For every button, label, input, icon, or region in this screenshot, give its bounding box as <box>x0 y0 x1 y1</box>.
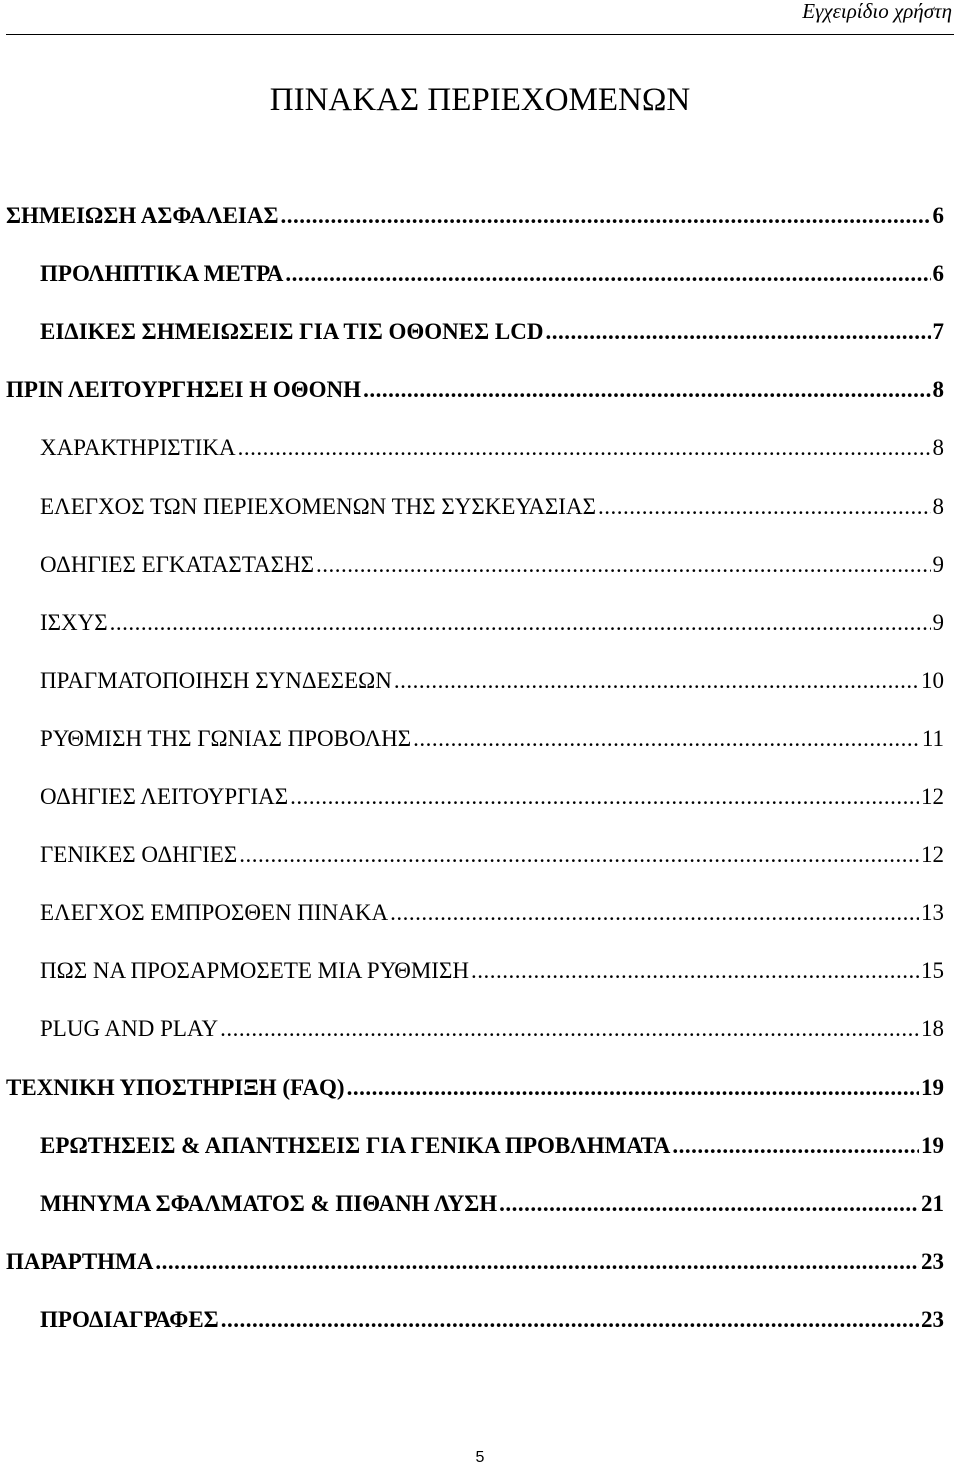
toc-dot-leader <box>390 890 919 936</box>
toc-entry[interactable] <box>40 600 944 646</box>
toc-entry[interactable] <box>6 193 944 239</box>
toc-entry-page: 8 <box>932 435 944 461</box>
toc-entry-label: ΙΣΧΥΣ <box>40 609 108 635</box>
toc-entry-page: 13 <box>921 900 944 926</box>
toc-entry[interactable] <box>40 1181 944 1227</box>
toc-entry[interactable] <box>40 832 944 878</box>
toc-entry-label: ΜΗΝΥΜΑ ΣΦΑΛΜΑΤΟΣ & ΠΙΘΑΝΗ ΛΥΣΗ <box>40 1190 498 1216</box>
toc-entry[interactable] <box>40 542 944 588</box>
toc-entry-label: ΠΡΟΛΗΠΤΙΚΑ ΜΕΤΡΑ <box>40 261 284 287</box>
toc-dot-leader <box>155 1239 919 1285</box>
toc-entry-page: 6 <box>932 203 944 228</box>
toc-entry[interactable] <box>6 1239 944 1285</box>
toc-dot-leader <box>285 251 930 297</box>
toc-dot-leader <box>238 425 931 471</box>
toc-dot-leader <box>363 367 930 413</box>
toc-entry[interactable] <box>40 309 944 355</box>
toc-entry-label: ΠΡΟΔΙΑΓΡΑΦΕΣ <box>40 1306 219 1332</box>
toc-entry-page: 15 <box>921 958 944 984</box>
toc-entry-label: ΠΩΣ ΝΑ ΠΡΟΣΑΡΜΟΣΕΤΕ ΜΙΑ ΡΥΘΜΙΣΗ <box>40 958 469 984</box>
toc-entry-label: ΠΡΑΓΜΑΤΟΠΟΙΗΣΗ ΣΥΝΔΕΣΕΩΝ <box>40 667 392 693</box>
toc-entry-label: ΕΛΕΓΧΟΣ ΕΜΠΡΟΣΘΕΝ ΠΙΝΑΚΑ <box>40 900 389 926</box>
toc-entry[interactable] <box>40 1006 944 1052</box>
toc-entry-page: 7 <box>932 319 944 345</box>
toc-entry-page: 8 <box>932 493 944 519</box>
toc-entry[interactable] <box>40 890 944 936</box>
toc-entry-page: 19 <box>921 1074 944 1100</box>
toc-entry-label: ΠΑΡΑΡΤΗΜΑ <box>6 1248 154 1274</box>
toc-entry[interactable] <box>40 1123 944 1169</box>
toc-dot-leader <box>471 948 919 994</box>
toc-entry-page: 11 <box>921 725 944 751</box>
header-divider <box>6 34 954 35</box>
toc-dot-leader <box>394 658 919 704</box>
toc-entry[interactable] <box>40 1297 944 1343</box>
toc-entry[interactable] <box>40 658 944 704</box>
toc-entry[interactable] <box>40 716 944 762</box>
toc-dot-leader <box>499 1181 919 1227</box>
toc-entry-page: 23 <box>921 1306 944 1332</box>
toc-entry-page: 12 <box>921 784 944 809</box>
running-header: Εγχειρίδιο χρήστη <box>802 0 952 23</box>
toc-entry-page: 10 <box>921 667 944 693</box>
toc-dot-leader <box>239 832 919 878</box>
toc-dot-leader <box>598 484 931 530</box>
toc-entry-page: 9 <box>932 551 944 577</box>
toc-entry[interactable] <box>40 484 944 530</box>
toc-title: ΠΙΝΑΚΑΣ ΠΕΡΙΕΧΟΜΕΝΩΝ <box>269 82 691 118</box>
toc-entry-page: 12 <box>921 842 944 868</box>
page-number: 5 <box>475 1449 485 1466</box>
toc-entry-page: 19 <box>921 1132 944 1158</box>
toc-entry[interactable] <box>6 1065 944 1111</box>
toc-entry-page: 23 <box>921 1248 944 1274</box>
toc-entry[interactable] <box>40 774 944 820</box>
toc-dot-leader <box>221 1297 919 1343</box>
toc-entry[interactable] <box>40 948 944 994</box>
toc-dot-leader <box>110 600 931 646</box>
toc-entry-label: ΧΑΡΑΚΤΗΡΙΣΤΙΚΑ <box>40 435 236 461</box>
toc-entry[interactable] <box>40 425 944 471</box>
toc-entry[interactable] <box>40 251 944 297</box>
toc-dot-leader <box>545 309 930 355</box>
toc-dot-leader <box>672 1123 919 1169</box>
toc-entry-page: 8 <box>932 377 944 403</box>
toc-dot-leader <box>281 193 931 239</box>
toc-entry-label: ΣΗΜΕΙΩΣΗ ΑΣΦΑΛΕΙΑΣ <box>6 203 279 228</box>
toc-entry-page: 9 <box>932 609 944 635</box>
toc-entry[interactable] <box>6 367 944 413</box>
toc-entry-label: ΕΛΕΓΧΟΣ ΤΩΝ ΠΕΡΙΕΧΟΜΕΝΩΝ ΤΗΣ ΣΥΣΚΕΥΑΣΙΑΣ <box>40 493 596 519</box>
toc-dot-leader <box>290 774 919 820</box>
toc-entry-label: PLUG AND PLAY <box>40 1016 219 1042</box>
toc-entry-page: 21 <box>921 1190 944 1216</box>
toc-dot-leader <box>347 1065 919 1111</box>
toc-entry-page: 6 <box>932 261 944 287</box>
toc-entry-label: ΠΡΙΝ ΛΕΙΤΟΥΡΓΗΣΕΙ Η ΟΘΟΝΗ <box>6 377 362 403</box>
toc-entry-label: ΓΕΝΙΚΕΣ ΟΔΗΓΙΕΣ <box>40 842 238 868</box>
toc-entry-label: ΤΕΧΝΙΚΗ ΥΠΟΣΤΗΡΙΞΗ (FAQ) <box>6 1074 345 1100</box>
toc-entry-label: ΡΥΘΜΙΣΗ ΤΗΣ ΓΩΝΙΑΣ ΠΡΟΒΟΛΗΣ <box>40 725 412 751</box>
toc-entry-label: ΟΔΗΓΙΕΣ ΕΓΚΑΤΑΣΤΑΣΗΣ <box>40 551 315 577</box>
toc-entry-label: ΕΡΩΤΗΣΕΙΣ & ΑΠΑΝΤΗΣΕΙΣ ΓΙΑ ΓΕΝΙΚΑ ΠΡΟΒΛΗΜΑΤΑ <box>40 1132 671 1158</box>
toc-entry-label: ΟΔΗΓΙΕΣ ΛΕΙΤΟΥΡΓΙΑΣ <box>40 784 289 809</box>
toc-entry-page: 18 <box>921 1016 944 1042</box>
toc-dot-leader <box>220 1006 919 1052</box>
toc-dot-leader <box>316 542 930 588</box>
toc-entry-label: ΕΙΔΙΚΕΣ ΣΗΜΕΙΩΣΕΙΣ ΓΙΑ ΤΙΣ ΟΘΟΝΕΣ LCD <box>40 319 544 345</box>
toc-dot-leader <box>413 716 920 762</box>
